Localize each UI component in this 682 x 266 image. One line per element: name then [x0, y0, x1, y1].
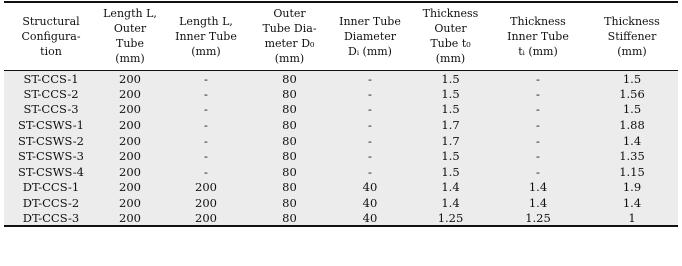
table-row	[4, 102, 678, 118]
thickness-outer-cell: 1.7	[411, 133, 490, 149]
length-outer-cell: 200	[98, 211, 162, 227]
configuration-cell: ST-CSWS-2	[4, 133, 98, 149]
header-length-inner-tube: Length L, Inner Tube (mm)	[175, 14, 237, 58]
outer-diameter-cell: 80	[250, 180, 329, 196]
table-row	[4, 86, 678, 102]
configuration-cell: DT-CCS-1	[4, 180, 98, 196]
thickness-stiffener-cell: 1.4	[586, 133, 678, 149]
table-row	[4, 195, 678, 211]
outer-diameter-cell: 80	[250, 86, 329, 102]
table-row	[4, 71, 678, 87]
inner-diameter-cell: -	[329, 102, 411, 118]
table-row	[4, 164, 678, 180]
configuration-cell: DT-CCS-3	[4, 211, 98, 227]
thickness-inner-cell: -	[490, 164, 586, 180]
inner-diameter-cell: 40	[329, 180, 411, 196]
thickness-outer-cell: 1.5	[411, 71, 490, 87]
length-inner-cell: 200	[162, 195, 250, 211]
inner-diameter-cell: -	[329, 117, 411, 133]
thickness-inner-cell: 1.4	[490, 195, 586, 211]
thickness-stiffener-cell: 1.35	[586, 148, 678, 164]
thickness-outer-cell: 1.4	[411, 180, 490, 196]
length-inner-cell: 200	[162, 180, 250, 196]
length-outer-cell: 200	[98, 195, 162, 211]
thickness-inner-cell: -	[490, 102, 586, 118]
configuration-cell: ST-CCS-3	[4, 102, 98, 118]
thickness-stiffener-cell: 1.56	[586, 86, 678, 102]
configuration-cell: DT-CCS-2	[4, 195, 98, 211]
table-row	[4, 117, 678, 133]
thickness-outer-cell: 1.4	[411, 195, 490, 211]
outer-diameter-cell: 80	[250, 164, 329, 180]
inner-diameter-cell: -	[329, 148, 411, 164]
table-row	[4, 180, 678, 196]
thickness-outer-cell: 1.25	[411, 211, 490, 227]
thickness-stiffener-cell: 1.5	[586, 71, 678, 87]
outer-diameter-cell: 80	[250, 102, 329, 118]
configuration-cell: ST-CSWS-3	[4, 148, 98, 164]
inner-diameter-cell: -	[329, 133, 411, 149]
configuration-cell: ST-CSWS-1	[4, 117, 98, 133]
thickness-outer-cell: 1.5	[411, 102, 490, 118]
length-outer-cell: 200	[98, 102, 162, 118]
thickness-inner-cell: -	[490, 133, 586, 149]
thickness-outer-cell: 1.5	[411, 148, 490, 164]
inner-diameter-cell: -	[329, 164, 411, 180]
thickness-inner-cell: -	[490, 117, 586, 133]
outer-diameter-cell: 80	[250, 195, 329, 211]
thickness-stiffener-cell: 1.15	[586, 164, 678, 180]
thickness-outer-cell: 1.7	[411, 117, 490, 133]
configuration-cell: ST-CSWS-4	[4, 164, 98, 180]
thickness-stiffener-cell: 1.4	[586, 195, 678, 211]
length-outer-cell: 200	[98, 164, 162, 180]
inner-diameter-cell: 40	[329, 211, 411, 227]
thickness-outer-cell: 1.5	[411, 164, 490, 180]
outer-diameter-cell: 80	[250, 117, 329, 133]
length-inner-cell: -	[162, 133, 250, 149]
outer-diameter-cell: 80	[250, 148, 329, 164]
header-outer-tube-diameter: Outer Tube Dia- meter D₀ (mm)	[262, 7, 317, 65]
thickness-stiffener-cell: 1.5	[586, 102, 678, 118]
header-structural-configuration: Structural Configura- tion	[21, 14, 81, 58]
length-outer-cell: 200	[98, 180, 162, 196]
length-inner-cell: -	[162, 71, 250, 87]
table-row	[4, 148, 678, 164]
length-inner-cell: -	[162, 102, 250, 118]
header-thickness-stiffener: Thickness Stiffener (mm)	[604, 14, 660, 58]
specimen-table	[4, 1, 678, 227]
inner-diameter-cell: -	[329, 86, 411, 102]
thickness-outer-cell: 1.5	[411, 86, 490, 102]
thickness-inner-cell: -	[490, 148, 586, 164]
length-inner-cell: -	[162, 117, 250, 133]
outer-diameter-cell: 80	[250, 71, 329, 87]
thickness-inner-cell: 1.4	[490, 180, 586, 196]
length-inner-cell: -	[162, 86, 250, 102]
configuration-cell: ST-CCS-1	[4, 71, 98, 87]
length-inner-cell: -	[162, 164, 250, 180]
thickness-inner-cell: 1.25	[490, 211, 586, 227]
inner-diameter-cell: -	[329, 71, 411, 87]
length-outer-cell: 200	[98, 133, 162, 149]
length-inner-cell: -	[162, 148, 250, 164]
length-outer-cell: 200	[98, 71, 162, 87]
table-row	[4, 133, 678, 149]
thickness-inner-cell: -	[490, 71, 586, 87]
thickness-inner-cell: -	[490, 86, 586, 102]
outer-diameter-cell: 80	[250, 133, 329, 149]
header-inner-tube-diameter: Inner Tube Diameter Dᵢ (mm)	[339, 14, 401, 58]
outer-diameter-cell: 80	[250, 211, 329, 227]
thickness-stiffener-cell: 1	[586, 211, 678, 227]
table-row	[4, 211, 678, 227]
length-inner-cell: 200	[162, 211, 250, 227]
thickness-stiffener-cell: 1.88	[586, 117, 678, 133]
table-body	[4, 71, 678, 227]
length-outer-cell: 200	[98, 148, 162, 164]
length-outer-cell: 200	[98, 117, 162, 133]
thickness-stiffener-cell: 1.9	[586, 180, 678, 196]
header-row	[4, 2, 678, 71]
header-thickness-outer-tube: Thickness Outer Tube t₀ (mm)	[422, 7, 479, 65]
header-thickness-inner-tube: Thickness Inner Tube tᵢ (mm)	[507, 14, 569, 58]
length-outer-cell: 200	[98, 86, 162, 102]
inner-diameter-cell: 40	[329, 195, 411, 211]
configuration-cell: ST-CCS-2	[4, 86, 98, 102]
header-length-outer-tube: Length L, Outer Tube (mm)	[103, 7, 157, 65]
